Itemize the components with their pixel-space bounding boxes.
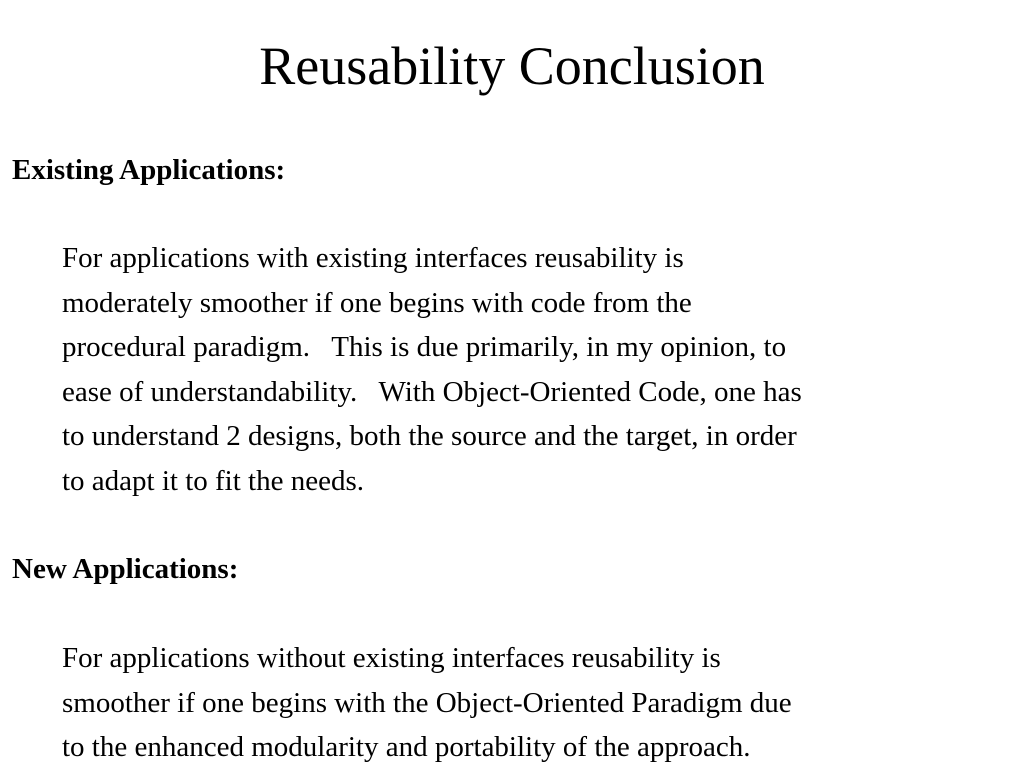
paragraph-line: ease of understandability. With Object-Oriented Code, one has: [62, 375, 802, 408]
slide-title: Reusability Conclusion: [259, 36, 765, 96]
paragraph-line: to understand 2 designs, both the source and the target, in order: [62, 420, 797, 453]
new-applications-heading: New Applications:: [12, 553, 239, 585]
new-applications-paragraph: [62, 636, 1012, 770]
paragraph-line: to adapt it to fit the needs.: [62, 464, 365, 497]
paragraph-line: to the enhanced modularity and portability of the approach.: [62, 731, 751, 764]
existing-applications-heading: Existing Applications:: [12, 154, 286, 186]
paragraph-line: procedural paradigm. This is due primarily, in my opinion, to: [62, 331, 787, 364]
paragraph-line: moderately smoother if one begins with code from the: [62, 286, 692, 319]
paragraph-line: For applications with existing interfaces reusability is: [62, 242, 684, 274]
paragraph-line: smoother if one begins with the Object-Oriented Paradigm due: [62, 686, 792, 719]
paragraph-line: For applications without existing interfaces reusability is: [62, 642, 721, 674]
existing-applications-paragraph: [62, 236, 1012, 504]
